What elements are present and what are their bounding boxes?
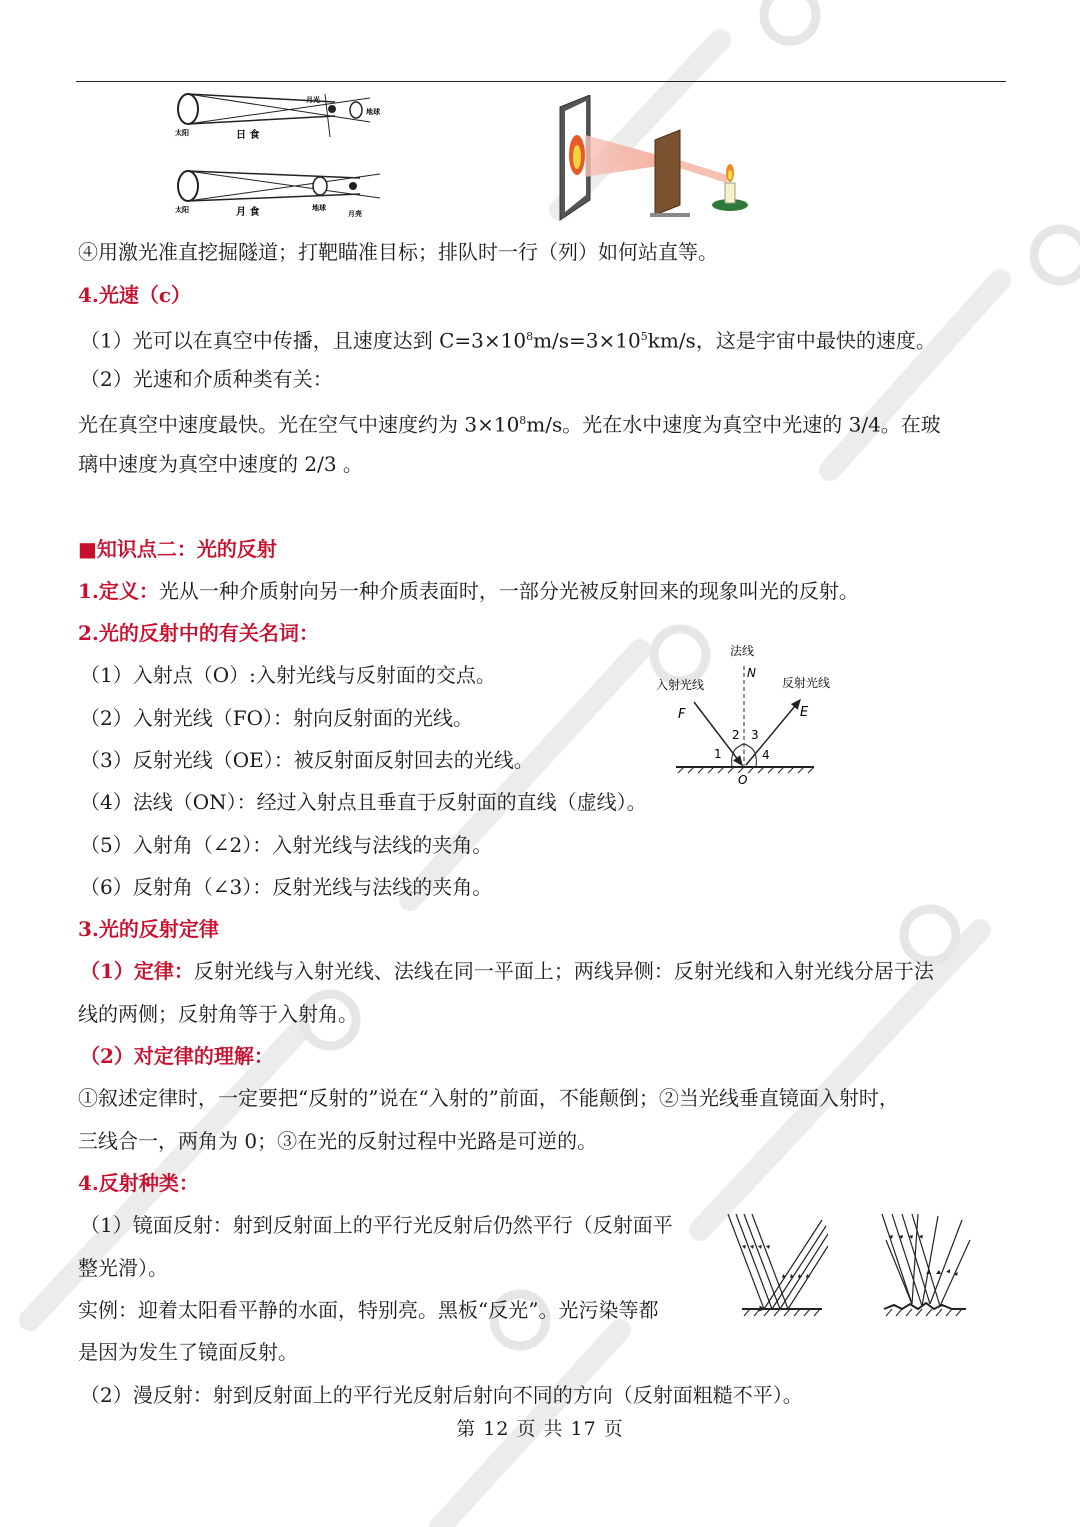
angle-2-label: 2: [732, 728, 740, 742]
text-definition: 1.定义：光从一种介质射向另一种介质表面时，一部分光被反射回来的现象叫光的反射。: [78, 579, 859, 603]
o-label: O: [738, 773, 748, 787]
sun-label: 太阳: [175, 129, 189, 137]
text-speed-3: 光在真空中速度最快。光在空气中速度约为 $3\times 10^8m/s$。光在水中速度为真空中光速的 3/4。在玻: [78, 412, 941, 437]
angle-4-label: 4: [762, 748, 770, 762]
solar-eclipse-figure: [170, 92, 400, 148]
header-rule: [76, 81, 1006, 82]
f-label: F: [678, 707, 686, 722]
angle-3-label: 3: [751, 728, 759, 742]
text-laser-line: ④用激光准直挖掘隧道；打靶瞄准目标；排队时一行（列）如何站直等。: [78, 240, 718, 264]
reflected-label: 反射光线: [782, 676, 831, 690]
n-label: N: [747, 666, 756, 680]
text-speed-1: （1）光可以在真空中传播，且速度达到 $C=3\times 10^8m/s=3\times 10^5km/s$，这是宇宙中最快的速度。: [80, 328, 936, 353]
diffuse-reflection-diagram: [868, 1210, 972, 1322]
normal-label: 法线: [730, 644, 755, 658]
text-law-1-cont: 线的两侧；反射角等于入射角。: [78, 1002, 358, 1026]
text-law-2a: ①叙述定律时，一定要把“反射的”说在“入射的”前面，不能颠倒；②当光线垂直镜面入射时，: [78, 1086, 899, 1110]
sun-shape: [178, 171, 198, 201]
moon-shape: [328, 105, 336, 113]
text-diffuse: （2）漫反射：射到反射面上的平行光反射后射向不同的方向（反射面粗糙不平）。: [80, 1383, 803, 1407]
heading-terms: 2.光的反射中的有关名词：: [78, 621, 319, 645]
moon-shape: [349, 182, 357, 190]
earth-label: 地球: [312, 204, 326, 212]
sun-label: 太阳: [175, 206, 189, 214]
reflection-diagram: [650, 638, 840, 790]
text-term-2: （2）入射光线（FO）：射向反射面的光线。: [80, 706, 473, 730]
earth-shape: [350, 102, 362, 118]
heading-law: 3.光的反射定律: [78, 917, 219, 941]
earth-shape: [313, 177, 327, 195]
moon-label: 月光: [306, 96, 320, 104]
sun-shape: [178, 94, 198, 124]
text-specular-example-b: 是因为发生了镜面反射。: [78, 1340, 298, 1364]
text-specular-1: （1）镜面反射：射到反射面上的平行光反射后仍然平行（反射面平: [80, 1213, 673, 1237]
text-speed-2: （2）光速和介质种类有关：: [80, 367, 333, 391]
text-law-1: （1）定律：反射光线与入射光线、法线在同一平面上；两线异侧：反射光线和入射光线分居于法: [80, 959, 934, 983]
heading-speed-of-light: 4.光速（c）: [78, 283, 192, 307]
text-law-2b: 三线合一，两角为 0；③在光的反射过程中光路是可逆的。: [78, 1129, 598, 1153]
text-specular-example: 实例：迎着太阳看平静的水面，特别亮。黑板“反光”。光污染等都: [78, 1298, 659, 1322]
text-speed-4: 璃中速度为真空中速度的 2/3 。: [78, 452, 363, 476]
e-label: E: [800, 705, 809, 720]
heading-knowledge-point-2: ■知识点二：光的反射: [78, 537, 277, 561]
text-term-3: （3）反射光线（OE）：被反射面反射回去的光线。: [80, 748, 534, 772]
lunar-eclipse-figure: [170, 166, 400, 220]
text-term-1: （1）入射点（O）:入射光线与反射面的交点。: [80, 663, 496, 687]
earth-label: 地球: [366, 108, 380, 116]
text-term-4: （4）法线（ON）：经过入射点且垂直于反射面的直线（虚线）。: [80, 790, 647, 814]
heading-reflection-types: 4.反射种类：: [78, 1171, 199, 1195]
moon-label: 月亮: [348, 210, 362, 218]
incident-label: 入射光线: [656, 678, 705, 692]
page-footer: 第 12 页 共 17 页: [456, 1418, 624, 1440]
pinhole-image-illustration: [555, 95, 755, 225]
text-term-5: （5）入射角（∠2）：入射光线与法线的夹角。: [80, 833, 493, 857]
heading-law-understanding: （2）对定律的理解：: [80, 1044, 274, 1068]
lunar-eclipse-caption: 月 食: [236, 207, 260, 218]
text-specular-1b: 整光滑）。: [78, 1256, 168, 1280]
angle-1-label: 1: [714, 747, 722, 761]
specular-reflection-diagram: [724, 1212, 828, 1322]
text-term-6: （6）反射角（∠3）：反射光线与法线的夹角。: [80, 875, 493, 899]
solar-eclipse-caption: 日 食: [236, 130, 260, 141]
